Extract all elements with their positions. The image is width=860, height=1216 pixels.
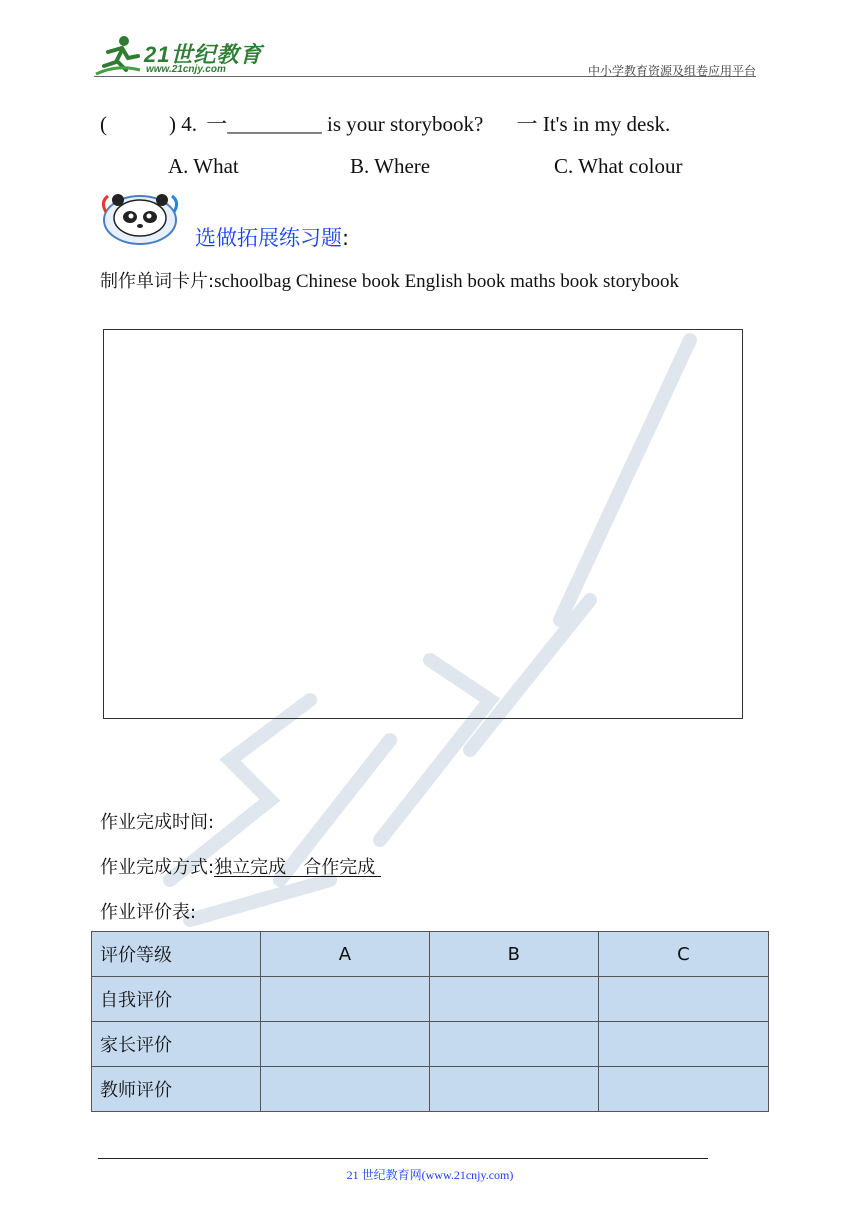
extension-title [195,222,349,252]
table-cell[interactable] [429,1067,598,1112]
evaluation-table [91,931,769,1112]
panda-mascot-icon [98,190,182,248]
platform-name: 中小学教育资源及组卷应用平台 [587,64,756,78]
completion-method-label: 作业完成方式: [100,857,215,878]
question-4 [100,108,670,138]
table-cell[interactable] [261,977,430,1022]
logo-url: www.21cnjy.com [146,64,226,75]
completion-time: 作业完成时间: [100,812,215,833]
question-prompt: 一_________ is your storybook? [206,112,484,136]
completion-method [100,853,381,879]
site-logo [94,34,264,80]
word-card-label: 制作单词卡片: [100,271,215,292]
logo-text: 21世纪教育 [144,42,263,67]
question-answer: 一 It's in my desk. [516,112,671,136]
table-cell[interactable] [598,1067,768,1112]
completion-method-options[interactable]: 独立完成 合作完成 [214,857,381,878]
option-c[interactable]: C. What colour [554,154,683,178]
evaluation-label: 作业评价表: [100,902,197,923]
table-cell[interactable] [429,977,598,1022]
footer-divider [98,1158,708,1159]
table-row [92,977,769,1022]
extension-title-text: 选做拓展练习题 [195,226,342,250]
row-label: 自我评价 [92,977,261,1022]
question-number: ) 4. [169,112,197,136]
table-header-cell: B [429,932,598,977]
answer-paren-open: ( [100,112,107,136]
table-header-cell: 评价等级 [92,932,261,977]
word-card-words: schoolbag Chinese book English book maths book storybook [214,271,680,292]
word-card-drawing-area[interactable] [103,329,743,719]
table-cell[interactable] [261,1067,430,1112]
option-a[interactable]: A. What [168,154,239,178]
table-header-cell: C [598,932,768,977]
table-row [92,1022,769,1067]
option-b[interactable]: B. Where [350,154,431,178]
row-label: 教师评价 [92,1067,261,1112]
word-card-instruction [100,267,679,293]
table-cell[interactable] [429,1022,598,1067]
runner-logo-icon [94,34,142,76]
row-label: 家长评价 [92,1022,261,1067]
extension-title-colon: : [342,226,350,250]
table-cell[interactable] [598,1022,768,1067]
table-header-row [92,932,769,977]
table-header-cell: A [261,932,430,977]
table-cell[interactable] [598,977,768,1022]
table-cell[interactable] [261,1022,430,1067]
header-divider [94,76,756,77]
table-row [92,1067,769,1112]
footer-text: 21 世纪教育网(www.21cnjy.com) [346,1168,514,1182]
